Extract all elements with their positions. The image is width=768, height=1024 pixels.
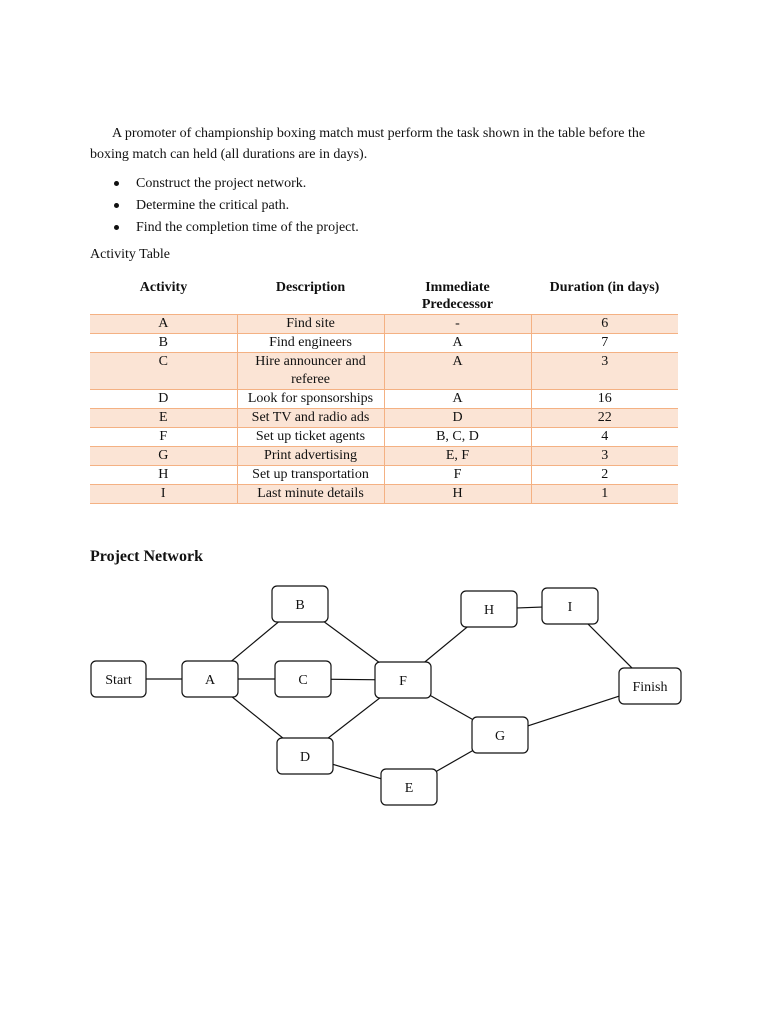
cell-duration: 22 [531, 409, 678, 428]
table-row [90, 390, 678, 409]
cell-activity: B [90, 334, 237, 353]
cell-duration: 6 [531, 315, 678, 334]
table-row [90, 485, 678, 504]
node-label: I [567, 600, 573, 615]
header-activity: Activity [139, 280, 188, 295]
cell-description: Last minute details [237, 485, 384, 504]
node-label: A [204, 673, 216, 688]
node-label: Finish [632, 680, 668, 695]
cell-predecessor: F [384, 466, 531, 485]
node-h [461, 591, 517, 627]
cell-description: Set up transportation [237, 466, 384, 485]
node-label: F [399, 674, 407, 689]
cell-duration: 2 [531, 466, 678, 485]
table-row [90, 447, 678, 466]
table-row [90, 466, 678, 485]
cell-description: Print advertising [237, 447, 384, 466]
network-title: Project Network [90, 548, 203, 565]
header-description: Description [275, 280, 346, 295]
node-g [472, 717, 528, 753]
table-header-row [90, 277, 678, 315]
node-label: G [494, 729, 506, 744]
node-i [542, 588, 598, 624]
header-predecessor: Immediate Predecessor [421, 280, 494, 312]
cell-activity: F [90, 428, 237, 447]
cell-predecessor: E, F [384, 447, 531, 466]
cell-description: Set TV and radio ads [237, 409, 384, 428]
node-f [375, 662, 431, 698]
cell-description: Hire announcer and referee [237, 353, 384, 390]
header-duration: Duration (in days) [549, 280, 660, 295]
cell-duration: 7 [531, 334, 678, 353]
node-a [182, 661, 238, 697]
activity-table [90, 277, 678, 504]
cell-predecessor: A [384, 390, 531, 409]
node-label: Start [105, 673, 132, 688]
node-e [381, 769, 437, 805]
cell-activity: C [90, 353, 237, 390]
node-label: H [483, 603, 495, 618]
node-b [272, 586, 328, 622]
cell-description: Look for sponsorships [237, 390, 384, 409]
node-label: E [404, 781, 414, 796]
cell-description: Set up ticket agents [237, 428, 384, 447]
node-finish [619, 668, 681, 704]
network-nodes [91, 586, 681, 805]
intro-paragraph: A promoter of championship boxing match must perform the task shown in the table before the boxing match can held (all durations are in days). [90, 126, 646, 162]
task-item: Construct the project network. [90, 173, 359, 195]
cell-predecessor: H [384, 485, 531, 504]
node-c [275, 661, 331, 697]
node-label: B [295, 598, 305, 613]
cell-duration: 1 [531, 485, 678, 504]
cell-activity: I [90, 485, 237, 504]
task-item: Determine the critical path. [90, 195, 359, 217]
cell-duration: 3 [531, 447, 678, 466]
node-label: D [299, 750, 311, 765]
cell-activity: E [90, 409, 237, 428]
cell-description: Find engineers [237, 334, 384, 353]
table-row [90, 428, 678, 447]
task-list [90, 173, 359, 239]
table-row [90, 315, 678, 334]
table-row [90, 409, 678, 428]
cell-predecessor: A [384, 334, 531, 353]
node-label: C [298, 673, 308, 688]
cell-predecessor: B, C, D [384, 428, 531, 447]
table-row [90, 353, 678, 390]
cell-predecessor: D [384, 409, 531, 428]
table-caption: Activity Table [90, 247, 171, 262]
cell-predecessor: - [384, 315, 531, 334]
cell-activity: A [90, 315, 237, 334]
cell-duration: 16 [531, 390, 678, 409]
cell-activity: D [90, 390, 237, 409]
cell-activity: G [90, 447, 237, 466]
node-d [277, 738, 333, 774]
node-start [91, 661, 146, 697]
cell-predecessor: A [384, 353, 531, 390]
table-row [90, 334, 678, 353]
task-item: Find the completion time of the project. [90, 217, 359, 239]
cell-description: Find site [237, 315, 384, 334]
cell-duration: 3 [531, 353, 678, 390]
project-network-diagram [0, 580, 768, 820]
cell-activity: H [90, 466, 237, 485]
cell-duration: 4 [531, 428, 678, 447]
